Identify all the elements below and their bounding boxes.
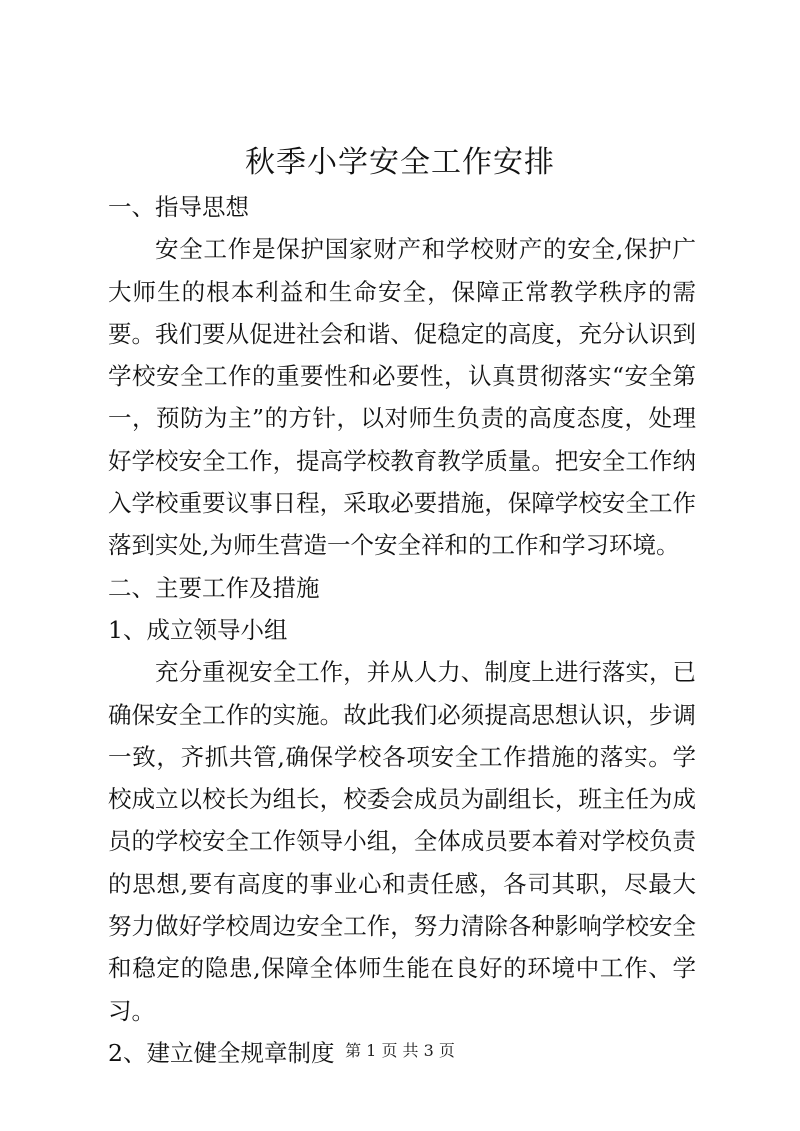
- subheading-rules-system: 2、建立健全规章制度: [108, 1038, 335, 1067]
- document-body: [108, 186, 696, 1074]
- section-heading-main-work: 二、主要工作及措施: [108, 573, 320, 602]
- paragraph-leadership-group: 充分重视安全工作，并从人力、制度上进行落实，已确保安全工作的实施。故此我们必须提高思想认识，步调一致，齐抓共管,确保学校各项安全工作措施的落实。学校成立以校长为组长，校委会成员为副组长，班主任为成员的学校安全工作领导小组，全体成员要本着对学校负责的思想,要有高度的事业心和责任感，各司其职，尽最大努力做好学校周边安全工作，努力清除各种影响学校安全和稳定的隐患,保障全体师生能在良好的环境中工作、学习。: [108, 658, 696, 1025]
- subheading-leadership-group: 1、成立领导小组: [108, 615, 288, 644]
- document-title: 秋季小学安全工作安排: [245, 145, 555, 180]
- section-heading-guiding-ideology: 一、指导思想: [108, 193, 249, 221]
- page-footer: 第 1 页 共 3 页: [345, 1041, 455, 1060]
- paragraph-guiding-ideology: 安全工作是保护国家财产和学校财产的安全,保护广大师生的根本利益和生命安全，保障正常教学秩序的需要。我们要从促进社会和谐、促稳定的高度，充分认识到学校安全工作的重要性和必要性，认真贯彻落实“安全第一，预防为主”的方针，以对师生负责的高度态度，处理好学校安全工作，提高学校教育教学质量。把安全工作纳入学校重要议事日程，采取必要措施，保障学校安全工作落到实处,为师生营造一个安全祥和的工作和学习环境。: [108, 235, 696, 560]
